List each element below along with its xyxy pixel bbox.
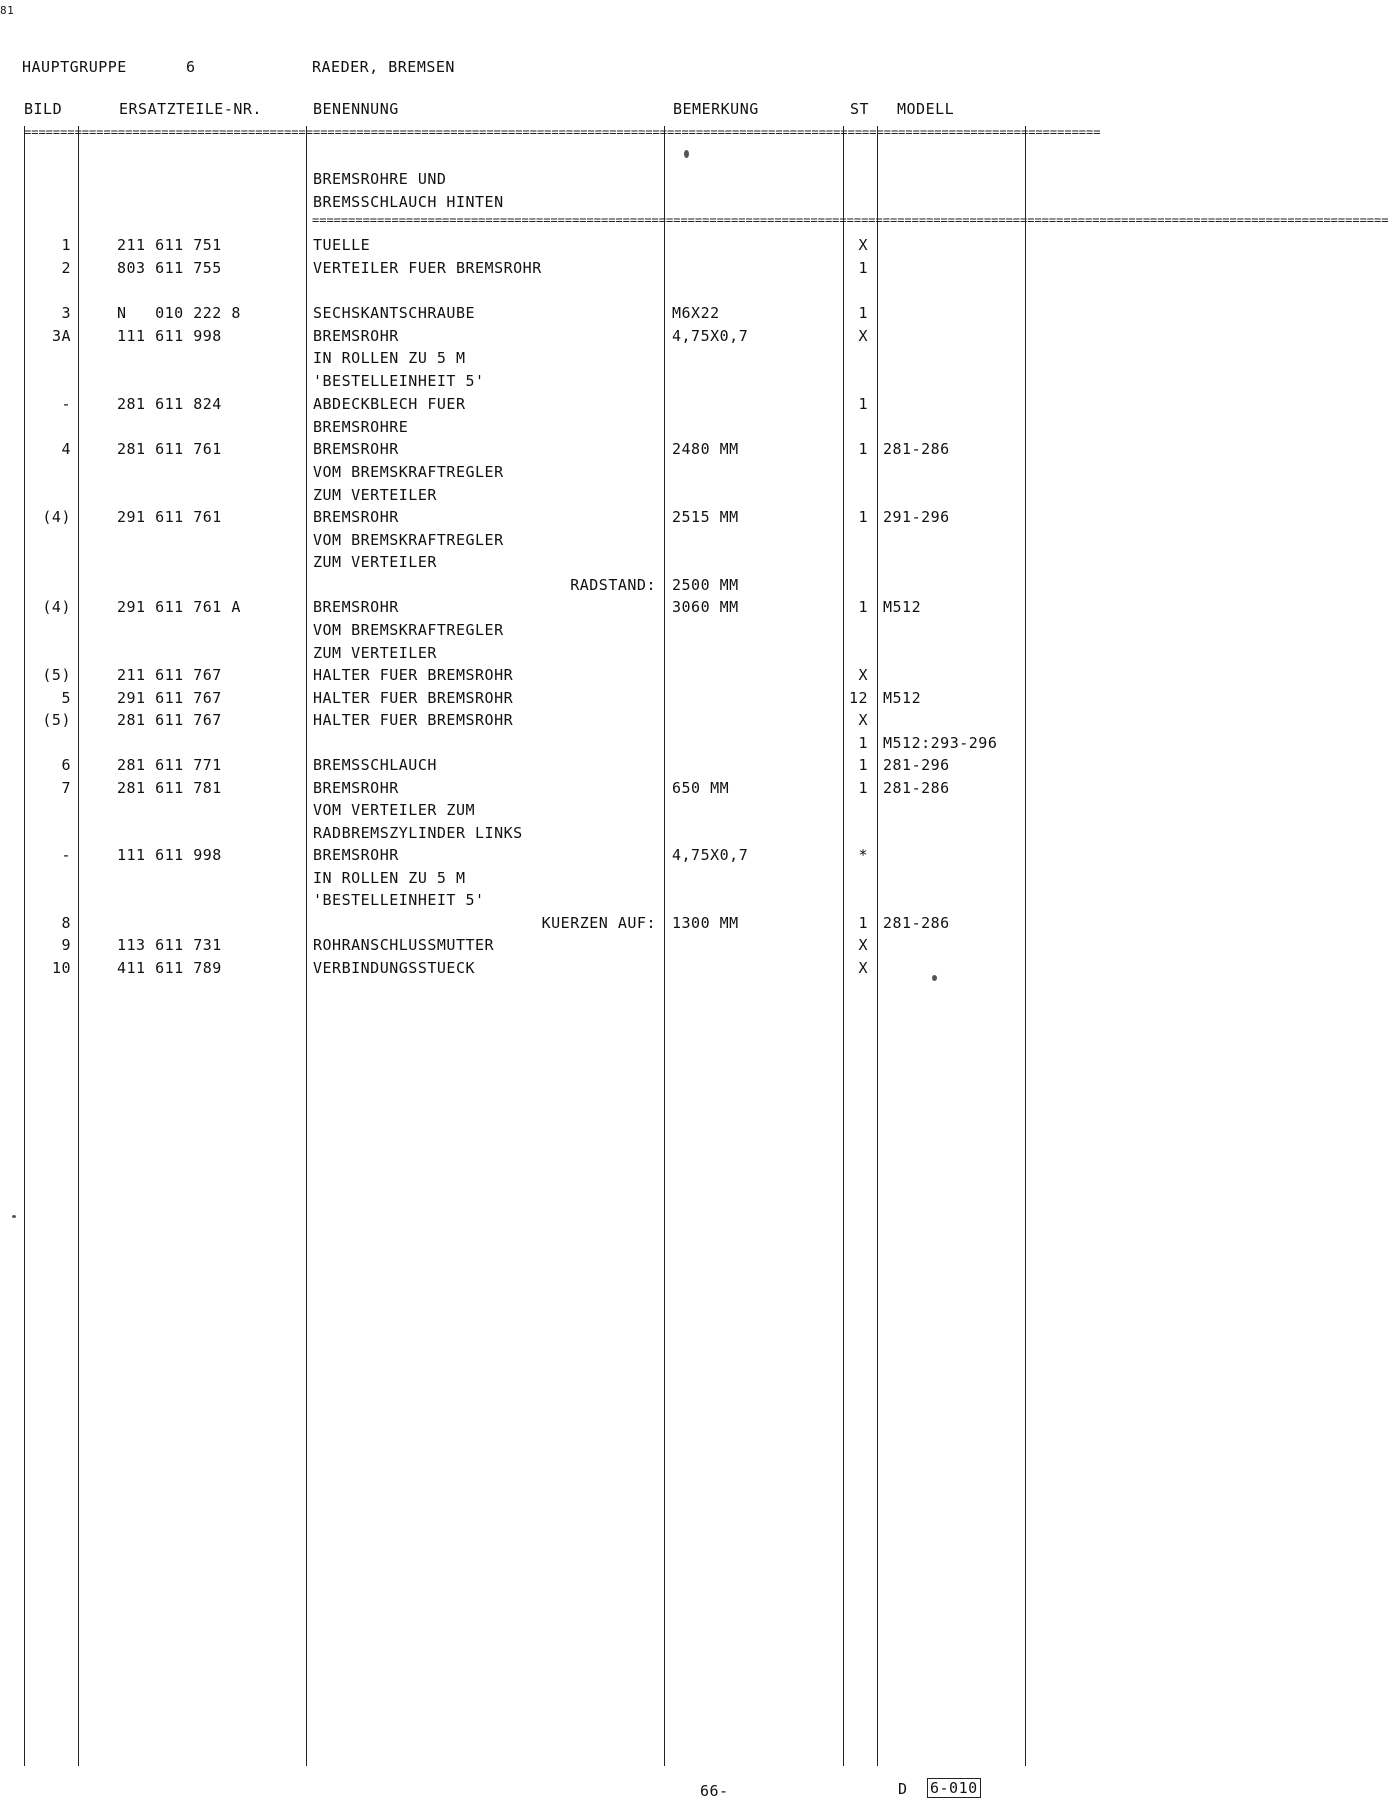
row-remark: 4,75X0,7 — [672, 846, 749, 864]
row-qty: X — [858, 936, 868, 954]
row-qty: 1 — [858, 779, 868, 797]
col-header-remark: BEMERKUNG — [673, 100, 759, 118]
section-rule: ===================================================================================================================================================== — [312, 213, 1388, 227]
row-model: 281-286 — [883, 779, 950, 797]
row-qty: X — [858, 711, 868, 729]
row-name: BREMSSCHLAUCH — [313, 756, 437, 774]
doc-code: 6-010 — [927, 1778, 981, 1798]
column-divider — [664, 126, 665, 1766]
row-qty: 1 — [858, 508, 868, 526]
row-model: M512:293-296 — [883, 734, 998, 752]
row-qty: 12 — [848, 689, 868, 707]
row-qty: X — [858, 327, 868, 345]
section-title-line-2: BREMSSCHLAUCH HINTEN — [313, 193, 504, 211]
row-name: BREMSROHRE — [313, 418, 409, 436]
row-bild: - — [61, 846, 71, 864]
row-bild: - — [61, 395, 71, 413]
row-qty: 1 — [858, 734, 868, 752]
row-name: BREMSROHR — [313, 779, 399, 797]
row-remark: 2480 MM — [672, 440, 739, 458]
column-divider — [843, 126, 844, 1766]
row-name: BREMSROHR — [313, 327, 399, 345]
page-number: 66- — [700, 1782, 729, 1800]
row-name: HALTER FUER BREMSROHR — [313, 711, 514, 729]
col-header-bild: BILD — [24, 100, 63, 118]
row-model: 281-286 — [883, 914, 950, 932]
doc-letter: D — [898, 1780, 908, 1798]
row-qty: 1 — [858, 914, 868, 932]
group-title: RAEDER, BREMSEN — [312, 58, 455, 76]
row-name: ABDECKBLECH FUER — [313, 395, 466, 413]
row-qty: X — [858, 959, 868, 977]
column-divider — [306, 126, 307, 1766]
row-name: VERTEILER FUER BREMSROHR — [313, 259, 542, 277]
row-qty: X — [858, 666, 868, 684]
row-name: TUELLE — [313, 236, 371, 254]
column-divider — [1025, 126, 1026, 1766]
row-bild: (4) — [42, 598, 71, 616]
row-name: IN ROLLEN ZU 5 M — [313, 349, 466, 367]
row-bild: 3A — [51, 327, 71, 345]
row-part-number: 111 611 998 — [117, 327, 222, 345]
row-remark: 650 MM — [672, 779, 730, 797]
row-qty: X — [858, 236, 868, 254]
row-name: VERBINDUNGSSTUECK — [313, 959, 476, 977]
row-part-number: 281 611 824 — [117, 395, 222, 413]
row-name: RADBREMSZYLINDER LINKS — [313, 824, 523, 842]
scan-speck — [684, 150, 689, 158]
row-part-number: 411 611 789 — [117, 959, 222, 977]
row-qty: 1 — [858, 304, 868, 322]
page-corner-mark: 81 — [0, 4, 15, 17]
row-part-number: 281 611 771 — [117, 756, 222, 774]
row-name: ZUM VERTEILER — [313, 644, 437, 662]
row-model: 291-296 — [883, 508, 950, 526]
row-name: HALTER FUER BREMSROHR — [313, 666, 514, 684]
row-part-number: 281 611 761 — [117, 440, 222, 458]
column-divider — [877, 126, 878, 1766]
row-model: M512 — [883, 689, 922, 707]
row-bild: (4) — [42, 508, 71, 526]
column-divider — [78, 126, 79, 1766]
row-name: ZUM VERTEILER — [313, 553, 437, 571]
row-qty: 1 — [858, 395, 868, 413]
row-qty: 1 — [858, 259, 868, 277]
row-bild: 5 — [61, 689, 71, 707]
scan-speck — [932, 975, 937, 981]
scan-speck — [12, 1215, 16, 1218]
row-remark: 2500 MM — [672, 576, 739, 594]
row-part-number: 291 611 761 A — [117, 598, 241, 616]
row-name: KUERZEN AUF: — [541, 914, 656, 932]
row-name: BREMSROHR — [313, 598, 399, 616]
row-part-number: 291 611 761 — [117, 508, 222, 526]
row-name: ZUM VERTEILER — [313, 486, 437, 504]
row-name: SECHSKANTSCHRAUBE — [313, 304, 476, 322]
col-header-name: BENENNUNG — [313, 100, 399, 118]
row-name: BREMSROHR — [313, 846, 399, 864]
row-bild: 10 — [51, 959, 71, 977]
group-number: 6 — [186, 58, 196, 76]
row-model: 281-296 — [883, 756, 950, 774]
row-qty: * — [858, 846, 868, 864]
row-name: 'BESTELLEINHEIT 5' — [313, 372, 485, 390]
section-title-line-1: BREMSROHRE UND — [313, 170, 447, 188]
row-bild: (5) — [42, 666, 71, 684]
row-bild: 3 — [61, 304, 71, 322]
col-header-qty: ST — [850, 100, 870, 118]
row-bild: 9 — [61, 936, 71, 954]
row-part-number: 803 611 755 — [117, 259, 222, 277]
row-bild: 7 — [61, 779, 71, 797]
row-name: HALTER FUER BREMSROHR — [313, 689, 514, 707]
row-name: BREMSROHR — [313, 440, 399, 458]
row-remark: 1300 MM — [672, 914, 739, 932]
row-qty: 1 — [858, 598, 868, 616]
row-name: VOM BREMSKRAFTREGLER — [313, 621, 504, 639]
row-name: VOM BREMSKRAFTREGLER — [313, 531, 504, 549]
row-remark: M6X22 — [672, 304, 720, 322]
row-part-number: 211 611 767 — [117, 666, 222, 684]
row-name: VOM BREMSKRAFTREGLER — [313, 463, 504, 481]
row-qty: 1 — [858, 756, 868, 774]
row-name: VOM VERTEILER ZUM — [313, 801, 476, 819]
row-bild: 2 — [61, 259, 71, 277]
row-bild: 1 — [61, 236, 71, 254]
row-part-number: 113 611 731 — [117, 936, 222, 954]
row-model: 281-286 — [883, 440, 950, 458]
row-bild: 4 — [61, 440, 71, 458]
row-part-number: 211 611 751 — [117, 236, 222, 254]
row-bild: 8 — [61, 914, 71, 932]
row-part-number: 281 611 767 — [117, 711, 222, 729]
header-rule: ===================================================================================================================================================== — [24, 125, 1101, 139]
col-header-model: MODELL — [897, 100, 955, 118]
row-name: IN ROLLEN ZU 5 M — [313, 869, 466, 887]
row-bild: (5) — [42, 711, 71, 729]
row-part-number: 281 611 781 — [117, 779, 222, 797]
row-part-number: N 010 222 8 — [117, 304, 241, 322]
row-name: 'BESTELLEINHEIT 5' — [313, 891, 485, 909]
row-part-number: 291 611 767 — [117, 689, 222, 707]
col-header-part-no: ERSATZTEILE-NR. — [119, 100, 262, 118]
row-remark: 4,75X0,7 — [672, 327, 749, 345]
row-qty: 1 — [858, 440, 868, 458]
row-name: BREMSROHR — [313, 508, 399, 526]
row-bild: 6 — [61, 756, 71, 774]
row-remark: 3060 MM — [672, 598, 739, 616]
row-name: RADSTAND: — [570, 576, 656, 594]
row-name: ROHRANSCHLUSSMUTTER — [313, 936, 495, 954]
row-part-number: 111 611 998 — [117, 846, 222, 864]
row-model: M512 — [883, 598, 922, 616]
group-label: HAUPTGRUPPE — [22, 58, 127, 76]
row-remark: 2515 MM — [672, 508, 739, 526]
column-divider — [24, 126, 25, 1766]
